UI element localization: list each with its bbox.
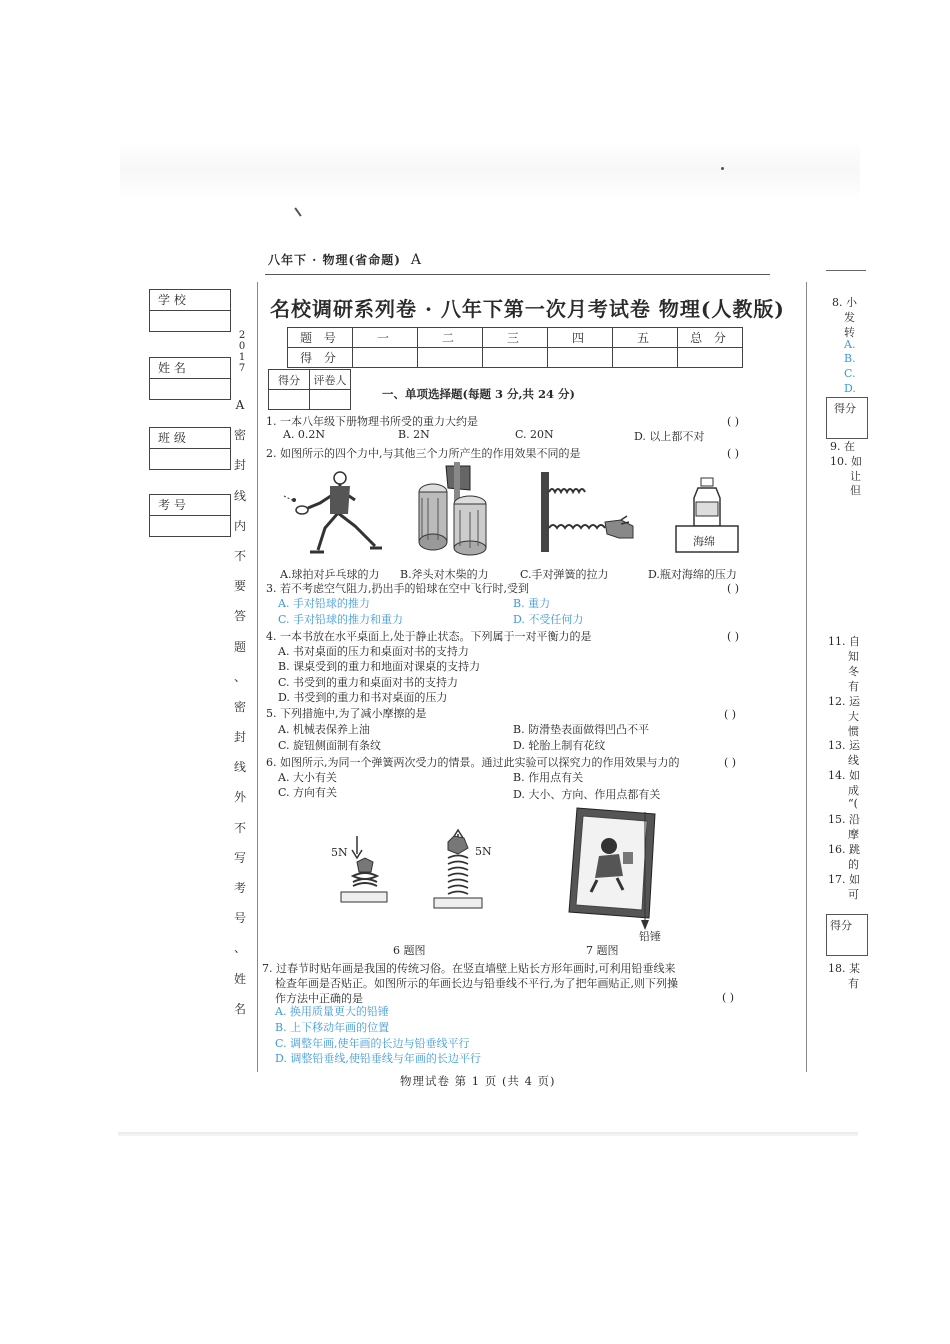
answer-blank[interactable]: ( ) — [724, 708, 737, 721]
grader-cell[interactable] — [310, 390, 351, 410]
score-value-row — [288, 348, 743, 368]
section-title: 一、单项选择题(每题 3 分,共 24 分) — [382, 387, 575, 401]
spring-compressed-figure — [335, 832, 395, 910]
question-3: 3. 若不考虑空气阻力,扔出手的铅球在空中飞行时,受到 — [266, 582, 529, 595]
strip-rule — [826, 270, 866, 271]
option: A. 机械表保养上油 — [278, 723, 370, 736]
option: A. 书对桌面的压力和桌面对书的支持力 — [278, 645, 469, 658]
fragment: 11. 自 — [828, 635, 860, 648]
answer-blank[interactable]: ( ) — [727, 447, 740, 460]
option: B. 防滑垫表面做得凹凸不平 — [513, 723, 650, 736]
fragment: 得分 — [830, 919, 852, 932]
score-cell: 五 — [613, 328, 678, 348]
fragment: 摩 — [848, 828, 859, 841]
seal-line-text: A 密 封 线 内 不 要 答 题 、 密 封 线 外 不 写 考 号 、 姓 名 — [233, 398, 246, 1016]
score-header-row — [288, 328, 743, 348]
option: D. 以上都不对 — [634, 430, 705, 443]
option: D. 调整铅垂线,使铅垂线与年画的长边平行 — [275, 1052, 481, 1065]
hand-spring-figure — [537, 470, 637, 555]
option: B. 重力 — [513, 597, 551, 610]
fragment: C. — [844, 367, 856, 380]
fragment: 14. 如 — [828, 769, 860, 782]
fragment: 18. 某 — [828, 962, 860, 975]
axe-wood-figure — [408, 462, 498, 557]
option: C. 方向有关 — [278, 786, 338, 799]
binding-line — [257, 282, 258, 1072]
fragment: 10. 如 — [830, 455, 862, 468]
version-label: A — [410, 252, 423, 268]
option: D. 大小、方向、作用点都有关 — [513, 788, 661, 801]
fragment: D. — [844, 382, 856, 395]
figure-caption: C.手对弹簧的拉力 — [520, 568, 609, 581]
fragment: 16. 跳 — [828, 843, 860, 856]
exam-title: 名校调研系列卷 · 八年下第一次月考试卷 物理(人教版) — [270, 297, 785, 321]
question-1: 1. 一本八年级下册物理书所受的重力大约是 — [266, 415, 478, 428]
fragment: 转 — [844, 326, 855, 339]
fragment: 冬 — [848, 665, 859, 678]
score-cell[interactable] — [483, 348, 548, 368]
score-cell[interactable] — [353, 348, 418, 368]
fragment: 有 — [848, 680, 859, 693]
figure-caption: A.球拍对乒乓球的力 — [280, 568, 380, 581]
fragment: 8. 小 — [832, 296, 857, 309]
option: D. 不受任何力 — [513, 613, 584, 626]
name-blank[interactable] — [150, 379, 230, 399]
answer-blank[interactable]: ( ) — [727, 630, 740, 643]
fragment: A. — [844, 338, 856, 351]
spring-stretched-figure — [430, 828, 490, 912]
question-2: 2. 如图所示的四个力中,与其他三个力所产生的作用效果不同的是 — [266, 447, 581, 460]
option: C. 旋钮侧面制有条纹 — [278, 739, 382, 752]
ping-pong-player-figure — [280, 468, 400, 563]
option: C. 20N — [515, 428, 554, 441]
class-label: 班 级 — [150, 428, 230, 449]
figure-caption: 7 题图 — [586, 944, 619, 957]
option: B. 上下移动年画的位置 — [275, 1021, 390, 1034]
option: A. 大小有关 — [278, 771, 337, 784]
option: A. 手对铅球的推力 — [278, 597, 370, 610]
fragment: 大 — [848, 710, 859, 723]
fragment: 9. 在 — [830, 440, 855, 453]
series-label: 八年下 · 物理(省命题) — [268, 253, 401, 267]
question-7-line: 检查年画是否贴正。如图所示的年画长边与铅垂线不平行,为了把年画贴正,则下列操 — [275, 977, 678, 990]
school-field[interactable] — [149, 289, 231, 332]
option: C. 手对铅球的推力和重力 — [278, 613, 404, 626]
grader-cell[interactable] — [269, 390, 310, 410]
score-cell: 四 — [548, 328, 613, 348]
page-footer: 物理试卷 第 1 页 (共 4 页) — [400, 1074, 556, 1088]
exam-number-field[interactable] — [149, 494, 231, 537]
fragment: “( — [848, 797, 858, 810]
question-4: 4. 一本书放在水平桌面上,处于静止状态。下列属于一对平衡力的是 — [266, 630, 592, 643]
question-7: 7. 过春节时贴年画是我国的传统习俗。在竖直墙壁上贴长方形年画时,可利用铅垂线来 — [262, 962, 676, 975]
class-blank[interactable] — [150, 449, 230, 469]
score-cell: 三 — [483, 328, 548, 348]
fragment: 发 — [844, 311, 855, 324]
fragment: 得分 — [834, 402, 856, 415]
force-label: 5N — [475, 845, 492, 858]
score-cell: 题 号 — [288, 328, 353, 348]
option: B. 作用点有关 — [513, 771, 584, 784]
fragment: 成 — [848, 784, 859, 797]
scan-shadow — [120, 140, 860, 200]
force-label: 5N — [331, 846, 348, 859]
score-cell: 总 分 — [678, 328, 743, 348]
score-cell: 二 — [418, 328, 483, 348]
fragment: 有 — [848, 977, 859, 990]
option: B. 2N — [398, 428, 430, 441]
fragment: 惯 — [848, 725, 859, 738]
question-6: 6. 如图所示,为同一个弹簧两次受力的情景。通过此实验可以探究力的作用效果与力的 — [266, 756, 680, 769]
fragment: 让 — [850, 470, 861, 483]
fragment: 但 — [850, 484, 861, 497]
fragment: 17. 如 — [828, 873, 860, 886]
scan-edge — [118, 1132, 858, 1136]
score-cell[interactable] — [418, 348, 483, 368]
class-field[interactable] — [149, 427, 231, 470]
option: D. 轮胎上制有花纹 — [513, 739, 606, 752]
school-blank[interactable] — [150, 311, 230, 331]
grader-cell: 评卷人 — [310, 370, 351, 390]
figure-caption: D.瓶对海绵的压力 — [648, 568, 737, 581]
answer-blank[interactable]: ( ) — [722, 991, 735, 1004]
score-cell: 得 分 — [288, 348, 353, 368]
next-page-strip — [826, 270, 862, 990]
fragment: 线 — [848, 754, 859, 767]
scan-mark — [294, 207, 301, 216]
score-cell[interactable] — [613, 348, 678, 368]
fragment: 可 — [848, 888, 859, 901]
option: C. 调整年画,使年画的长边与铅垂线平行 — [275, 1037, 470, 1050]
vertical-year: 2 0 1 7 — [238, 330, 246, 374]
fragment: 12. 运 — [828, 695, 860, 708]
score-cell[interactable] — [678, 348, 743, 368]
option: A. 换用质量更大的铅锤 — [275, 1005, 389, 1018]
plumb-label: 铅锤 — [639, 930, 661, 943]
grader-cell: 得分 — [269, 370, 310, 390]
header-rule — [265, 274, 770, 275]
score-cell[interactable] — [548, 348, 613, 368]
name-field[interactable] — [149, 357, 231, 400]
answer-blank[interactable]: ( ) — [727, 582, 740, 595]
scan-speck — [721, 167, 724, 170]
page-header — [268, 251, 422, 268]
name-label: 姓 名 — [150, 358, 230, 379]
new-year-painting-figure — [565, 806, 660, 931]
figure-caption: 6 题图 — [393, 944, 426, 957]
exam-number-blank[interactable] — [150, 516, 230, 536]
grader-table — [268, 369, 351, 410]
exam-number-label: 考 号 — [150, 495, 230, 516]
fragment: 知 — [848, 650, 859, 663]
figure-caption: B.斧头对木柴的力 — [400, 568, 489, 581]
score-cell: 一 — [353, 328, 418, 348]
column-divider — [806, 282, 807, 1072]
fragment: 的 — [848, 858, 859, 871]
sponge-label: 海绵 — [693, 535, 715, 548]
fragment: 15. 沿 — [828, 813, 860, 826]
answer-blank[interactable]: ( ) — [727, 415, 740, 428]
fragment: 13. 运 — [828, 739, 860, 752]
answer-blank[interactable]: ( ) — [724, 756, 737, 769]
option: B. 课桌受到的重力和地面对课桌的支持力 — [278, 660, 481, 673]
school-label: 学 校 — [150, 290, 230, 311]
option: A. 0.2N — [283, 428, 326, 441]
option: D. 书受到的重力和书对桌面的压力 — [278, 691, 448, 704]
option: C. 书受到的重力和桌面对书的支持力 — [278, 676, 459, 689]
question-7-line: 作方法中正确的是 — [275, 992, 363, 1005]
question-5: 5. 下列措施中,为了减小摩擦的是 — [266, 707, 427, 720]
fragment: B. — [844, 352, 856, 365]
score-table — [287, 327, 743, 368]
